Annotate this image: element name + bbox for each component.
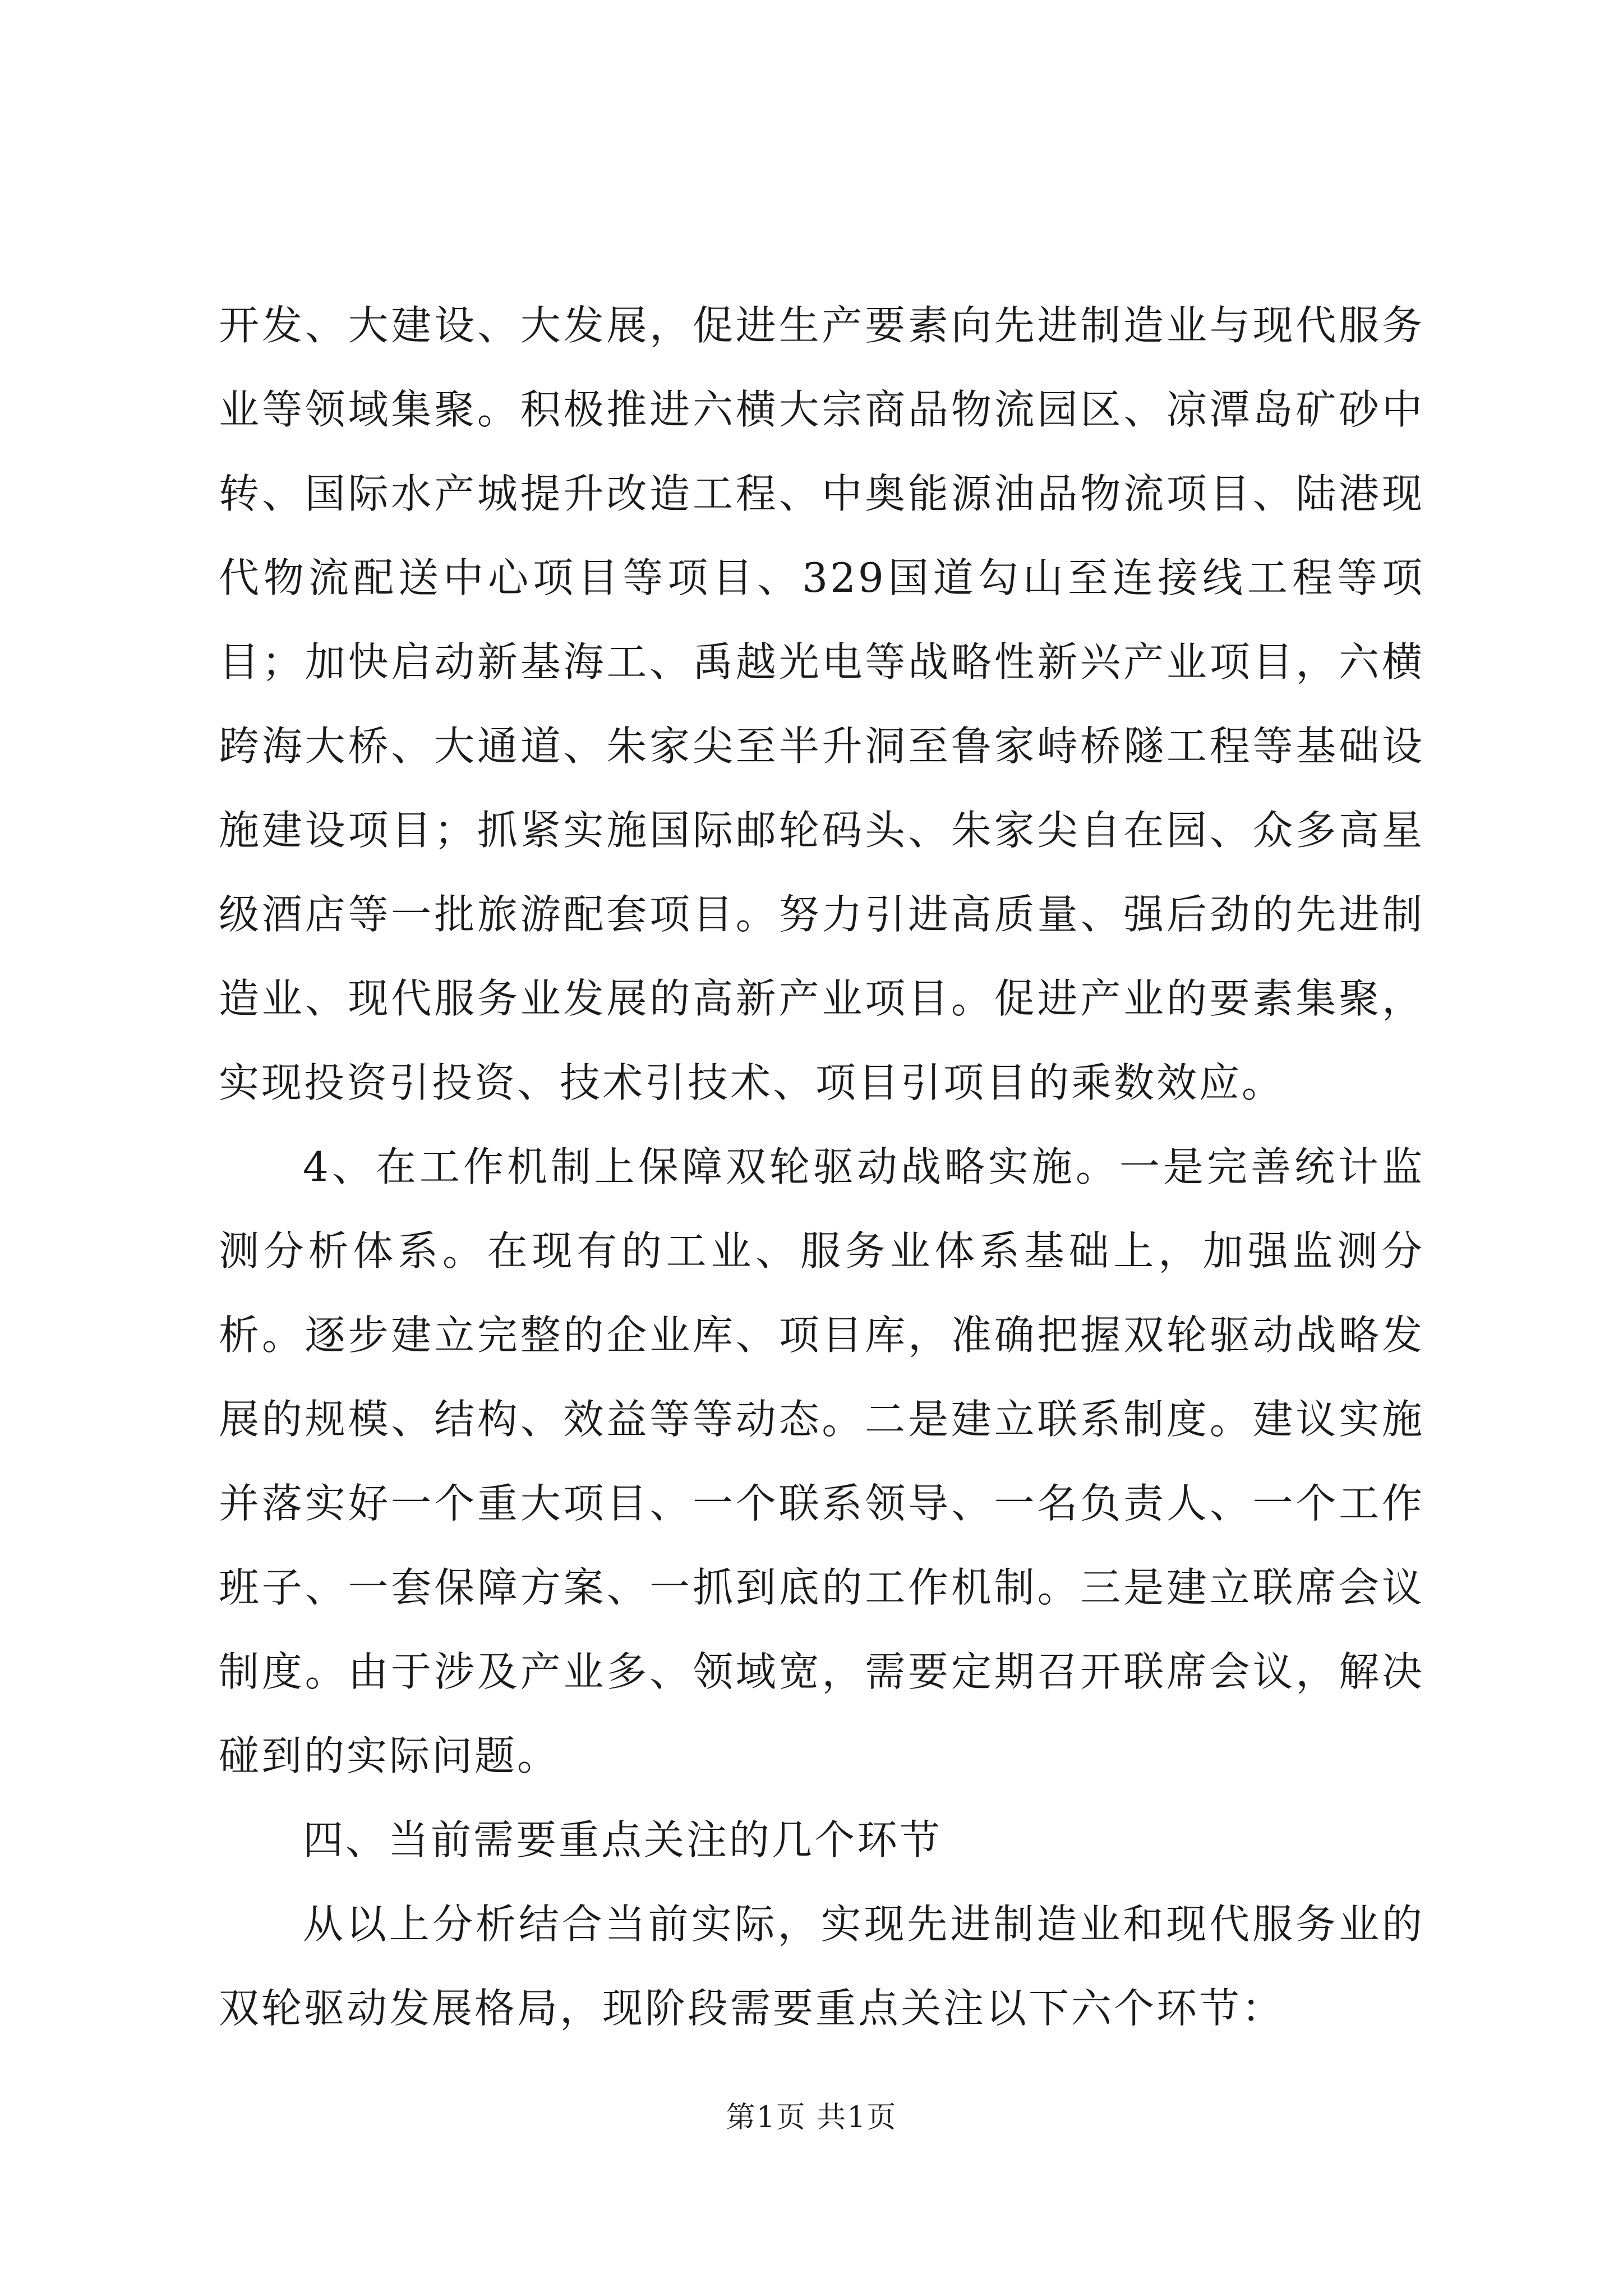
paragraph-1: 开发、大建设、大发展，促进生产要素向先进制造业与现代服务业等领域集聚。积极推进六横大宗商品物流园区、凉潭岛矿砂中转、国际水产城提升改造工程、中奥能源油品物流项目、陆港现代物流配送中心项目等项目、329国道勾山至连接线工程等项目；加快启动新基海工、禹越光电等战略性新兴产业项目，六横跨海大桥、大通道、朱家尖至半升洞至鲁家峙桥隧工程等基础设施建设项目；抓紧实施国际邮轮码头、朱家尖自在园、众多高星级酒店等一批旅游配套项目。努力引进高质量、强后劲的先进制造业、现代服务业发展的高新产业项目。促进产业的要素集聚，实现投资引投资、技术引技术、项目引项目的乘数效应。 bbox=[219, 302, 1424, 1106]
page-footer: 第1页 共1页 bbox=[726, 2101, 897, 2134]
paragraph-2: 4、在工作机制上保障双轮驱动战略实施。一是完善统计监测分析体系。在现有的工业、服务业体系基础上，加强监测分析。逐步建立完整的企业库、项目库，准确把握双轮驱动战略发展的规模、结构、效益等等动态。二是建立联系制度。建议实施并落实好一个重大项目、一个联系领导、一名负责人、一个工作班子、一套保障方案、一抓到底的工作机制。三是建立联席会议制度。由于涉及产业多、领域宽，需要定期召开联席会议，解决碰到的实际问题。 bbox=[219, 1143, 1424, 1779]
paragraph-3: 从以上分析结合当前实际，实现先进制造业和现代服务业的双轮驱动发展格局，现阶段需要重点关注以下六个环节： bbox=[219, 1901, 1424, 2032]
document-body bbox=[219, 283, 1424, 2050]
section-heading: 四、当前需要重点关注的几个环节 bbox=[303, 1816, 943, 1864]
